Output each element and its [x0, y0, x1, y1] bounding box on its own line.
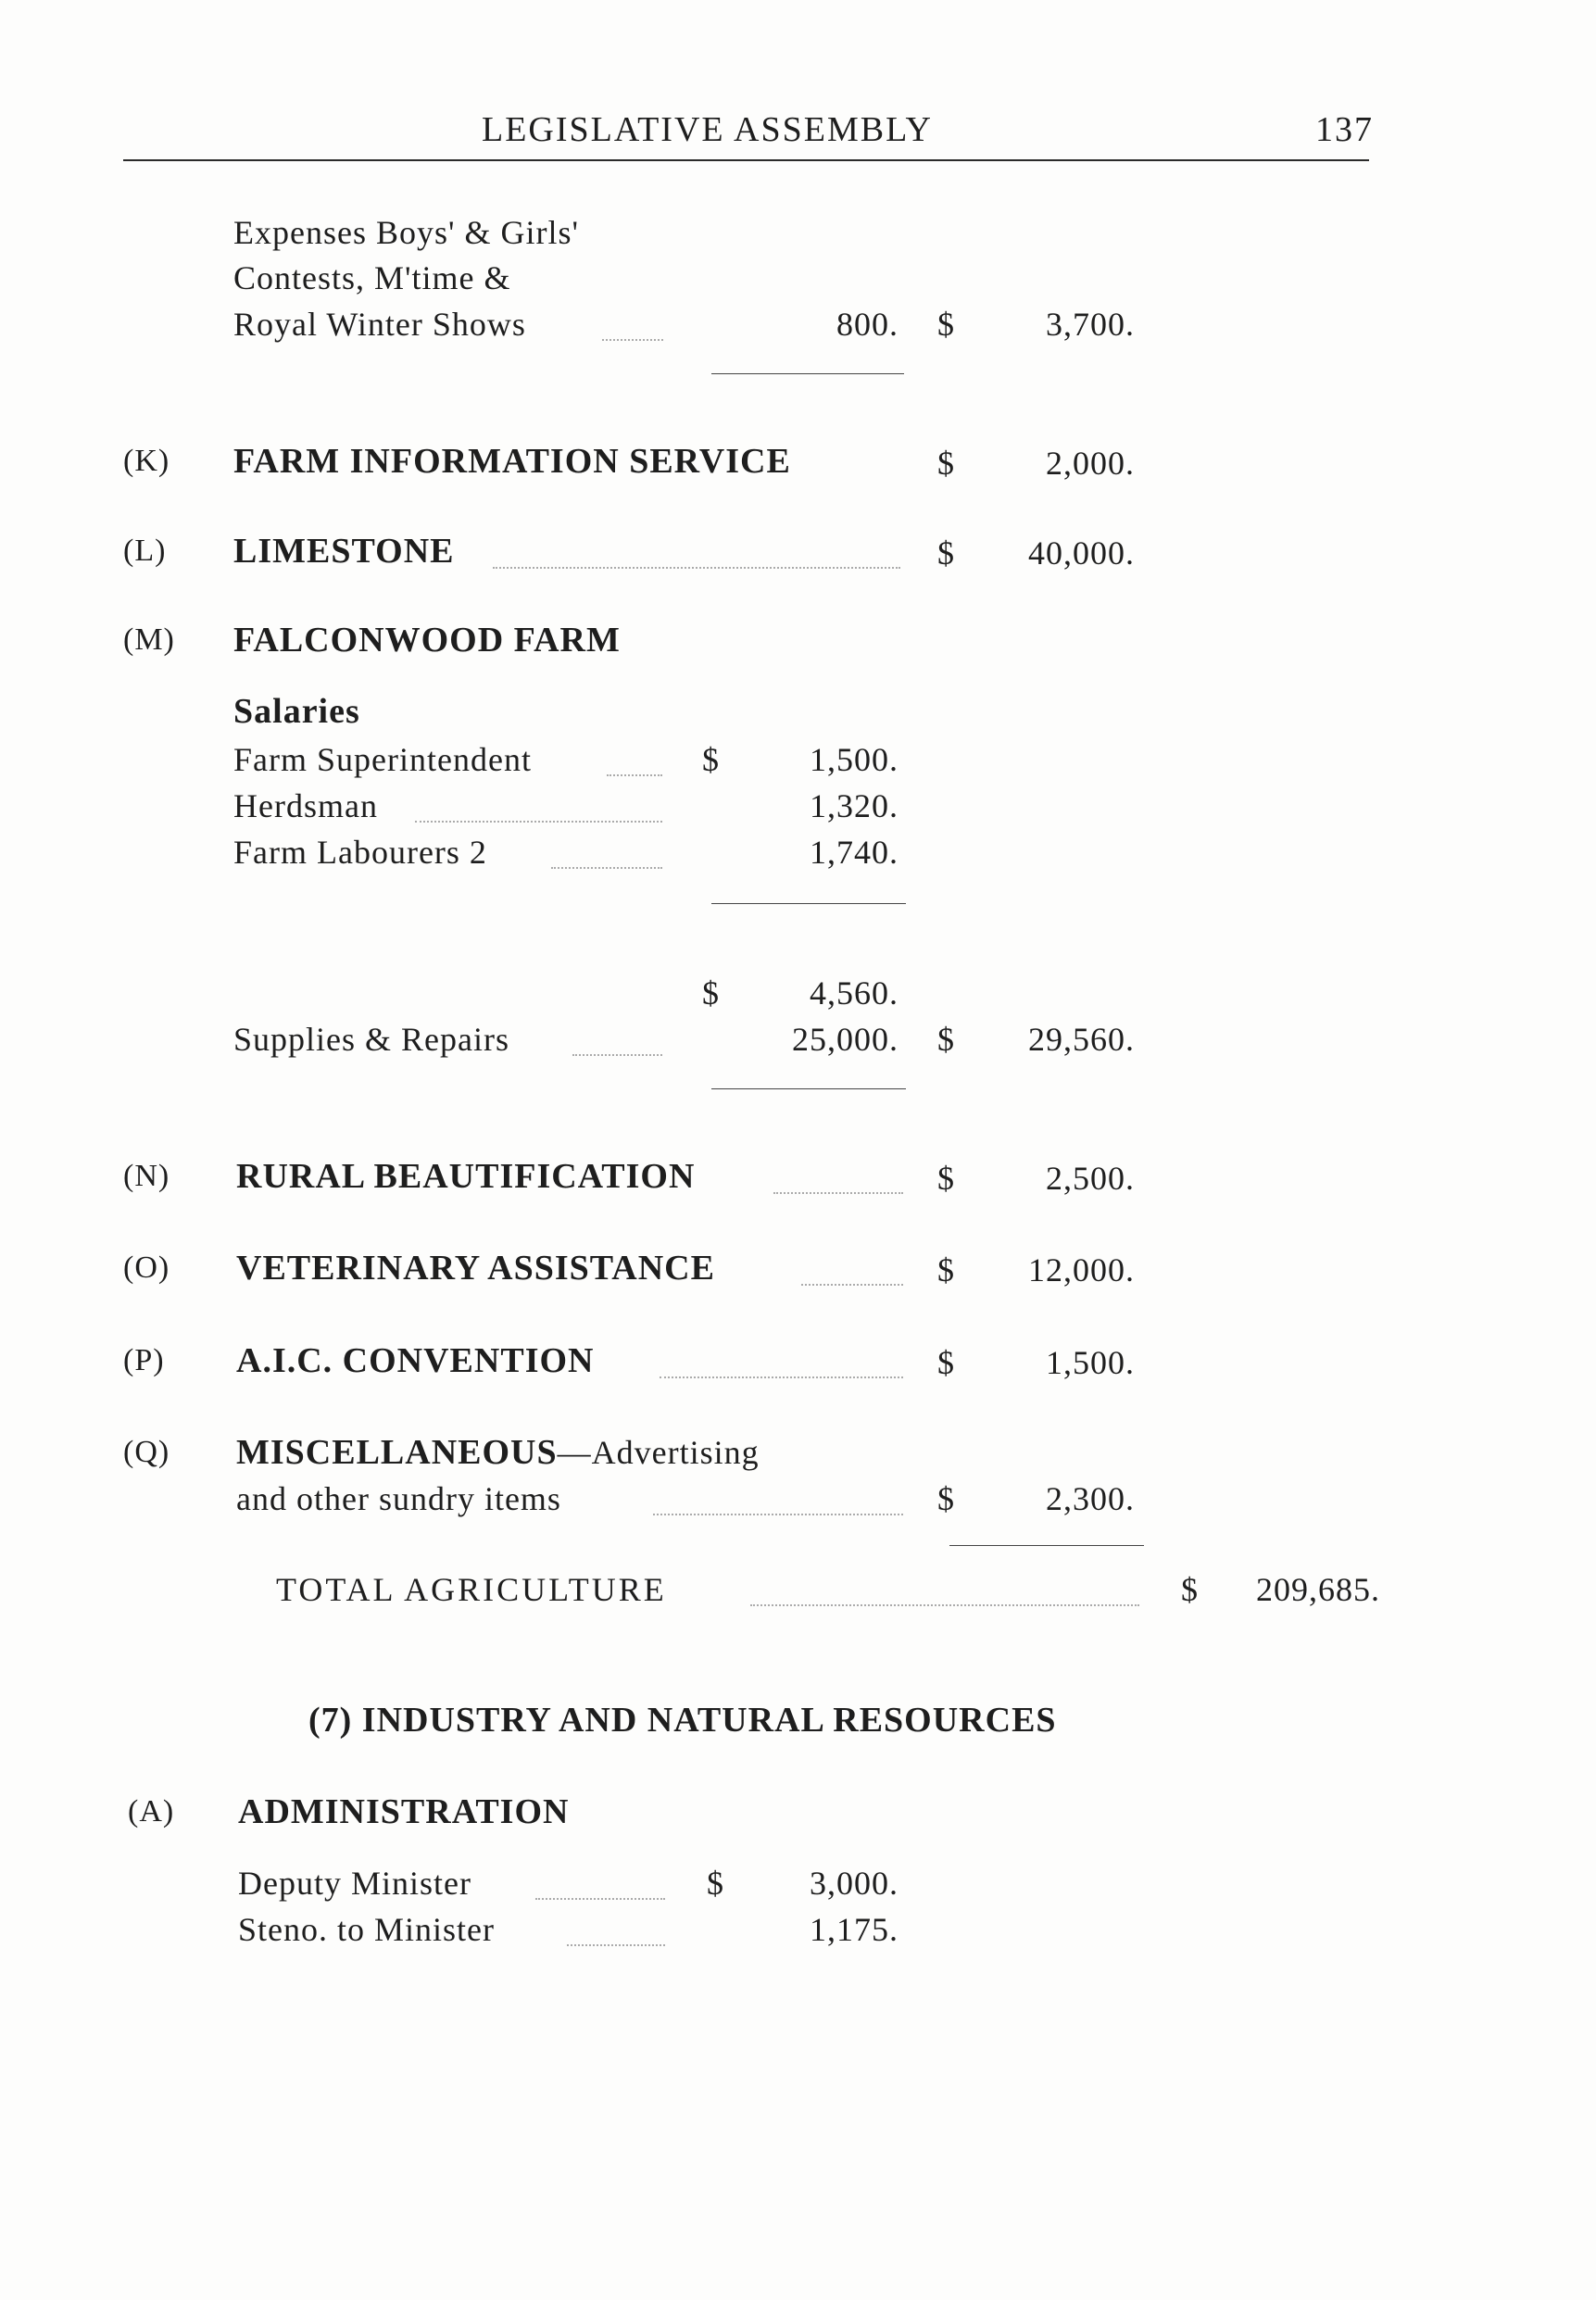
expenses-line-1: Expenses Boys' & Girls' — [233, 214, 579, 251]
k-title: FARM INFORMATION SERVICE — [233, 442, 791, 481]
admin-row-amount: 3,000. — [810, 1865, 899, 1902]
q-dollar: $ — [937, 1480, 954, 1517]
dot-leader — [750, 1604, 1139, 1606]
k-label: (K) — [123, 444, 170, 478]
salary-row-amount: 1,320. — [810, 787, 899, 824]
m-title: FALCONWOOD FARM — [233, 621, 621, 660]
section-7-heading: (7) INDUSTRY AND NATURAL RESOURCES — [308, 1701, 1057, 1740]
q-title: MISCELLANEOUS — [236, 1433, 558, 1472]
dot-leader — [551, 867, 662, 869]
q-label: (Q) — [123, 1435, 170, 1469]
dot-leader — [415, 821, 662, 823]
total-agriculture-amount: 209,685. — [1256, 1571, 1380, 1608]
l-label: (L) — [123, 534, 167, 568]
o-amount: 12,000. — [1028, 1251, 1135, 1288]
header-rule — [123, 159, 1369, 161]
dot-leader — [535, 1898, 665, 1900]
admin-row-dollar: $ — [707, 1865, 723, 1902]
dot-leader — [572, 1054, 662, 1056]
q-title-line — [236, 1432, 760, 1473]
admin-row-name: Steno. to Minister — [238, 1911, 495, 1948]
o-label: (O) — [123, 1251, 170, 1285]
supplies-name: Supplies & Repairs — [233, 1021, 509, 1058]
n-title: RURAL BEAUTIFICATION — [236, 1157, 696, 1196]
a-title: ADMINISTRATION — [238, 1792, 570, 1831]
m-subtotal-dollar: $ — [702, 974, 719, 1012]
page-number: 137 — [1315, 110, 1374, 149]
q-line-2: and other sundry items — [236, 1480, 561, 1517]
k-dollar: $ — [937, 445, 954, 482]
p-label: (P) — [123, 1343, 165, 1377]
admin-row-name: Deputy Minister — [238, 1865, 471, 1902]
m-label: (M) — [123, 622, 175, 657]
expenses-amount: 800. — [836, 306, 899, 343]
subtotal-rule — [711, 373, 904, 374]
salary-row-name: Farm Labourers 2 — [233, 834, 487, 871]
salary-row-amount: 1,740. — [810, 834, 899, 871]
p-dollar: $ — [937, 1344, 954, 1381]
total-agriculture-dollar: $ — [1181, 1571, 1198, 1608]
salaries-heading: Salaries — [233, 692, 360, 731]
n-dollar: $ — [937, 1160, 954, 1197]
total-agriculture-label: TOTAL AGRICULTURE — [276, 1571, 667, 1608]
admin-row-amount: 1,175. — [810, 1911, 899, 1948]
subtotal-rule — [711, 903, 906, 904]
p-amount: 1,500. — [1046, 1344, 1135, 1381]
n-label: (N) — [123, 1159, 170, 1193]
dot-leader — [773, 1192, 903, 1194]
expenses-line-2: Contests, M'time & — [233, 259, 511, 296]
p-title: A.I.C. CONVENTION — [236, 1341, 595, 1380]
dot-leader — [493, 567, 900, 569]
a-label: (A) — [128, 1794, 175, 1829]
dot-leader — [660, 1376, 903, 1378]
page-header-title: LEGISLATIVE ASSEMBLY — [482, 110, 933, 149]
salary-row-amount: 1,500. — [810, 741, 899, 778]
dot-leader — [607, 774, 662, 776]
dot-leader — [602, 339, 663, 341]
k-amount: 2,000. — [1046, 445, 1135, 482]
l-dollar: $ — [937, 534, 954, 572]
subtotal-rule — [711, 1088, 906, 1089]
dot-leader — [653, 1514, 903, 1515]
q-title-rest: —Advertising — [557, 1434, 760, 1471]
dot-leader — [801, 1284, 903, 1286]
salary-row-name: Farm Superintendent — [233, 741, 532, 778]
salary-row-dollar: $ — [702, 741, 719, 778]
o-title: VETERINARY ASSISTANCE — [236, 1249, 715, 1288]
salary-row-name: Herdsman — [233, 787, 378, 824]
o-dollar: $ — [937, 1251, 954, 1288]
expenses-line-3: Royal Winter Shows — [233, 306, 526, 343]
m-total: 29,560. — [1028, 1021, 1135, 1058]
subtotal-rule — [949, 1545, 1144, 1546]
dot-leader — [567, 1944, 665, 1946]
q-amount: 2,300. — [1046, 1480, 1135, 1517]
supplies-amount: 25,000. — [792, 1021, 899, 1058]
m-subtotal: 4,560. — [810, 974, 899, 1012]
m-total-dollar: $ — [937, 1021, 954, 1058]
l-title: LIMESTONE — [233, 532, 455, 571]
expenses-total: 3,700. — [1046, 306, 1135, 343]
l-amount: 40,000. — [1028, 534, 1135, 572]
n-amount: 2,500. — [1046, 1160, 1135, 1197]
expenses-dollar: $ — [937, 306, 954, 343]
